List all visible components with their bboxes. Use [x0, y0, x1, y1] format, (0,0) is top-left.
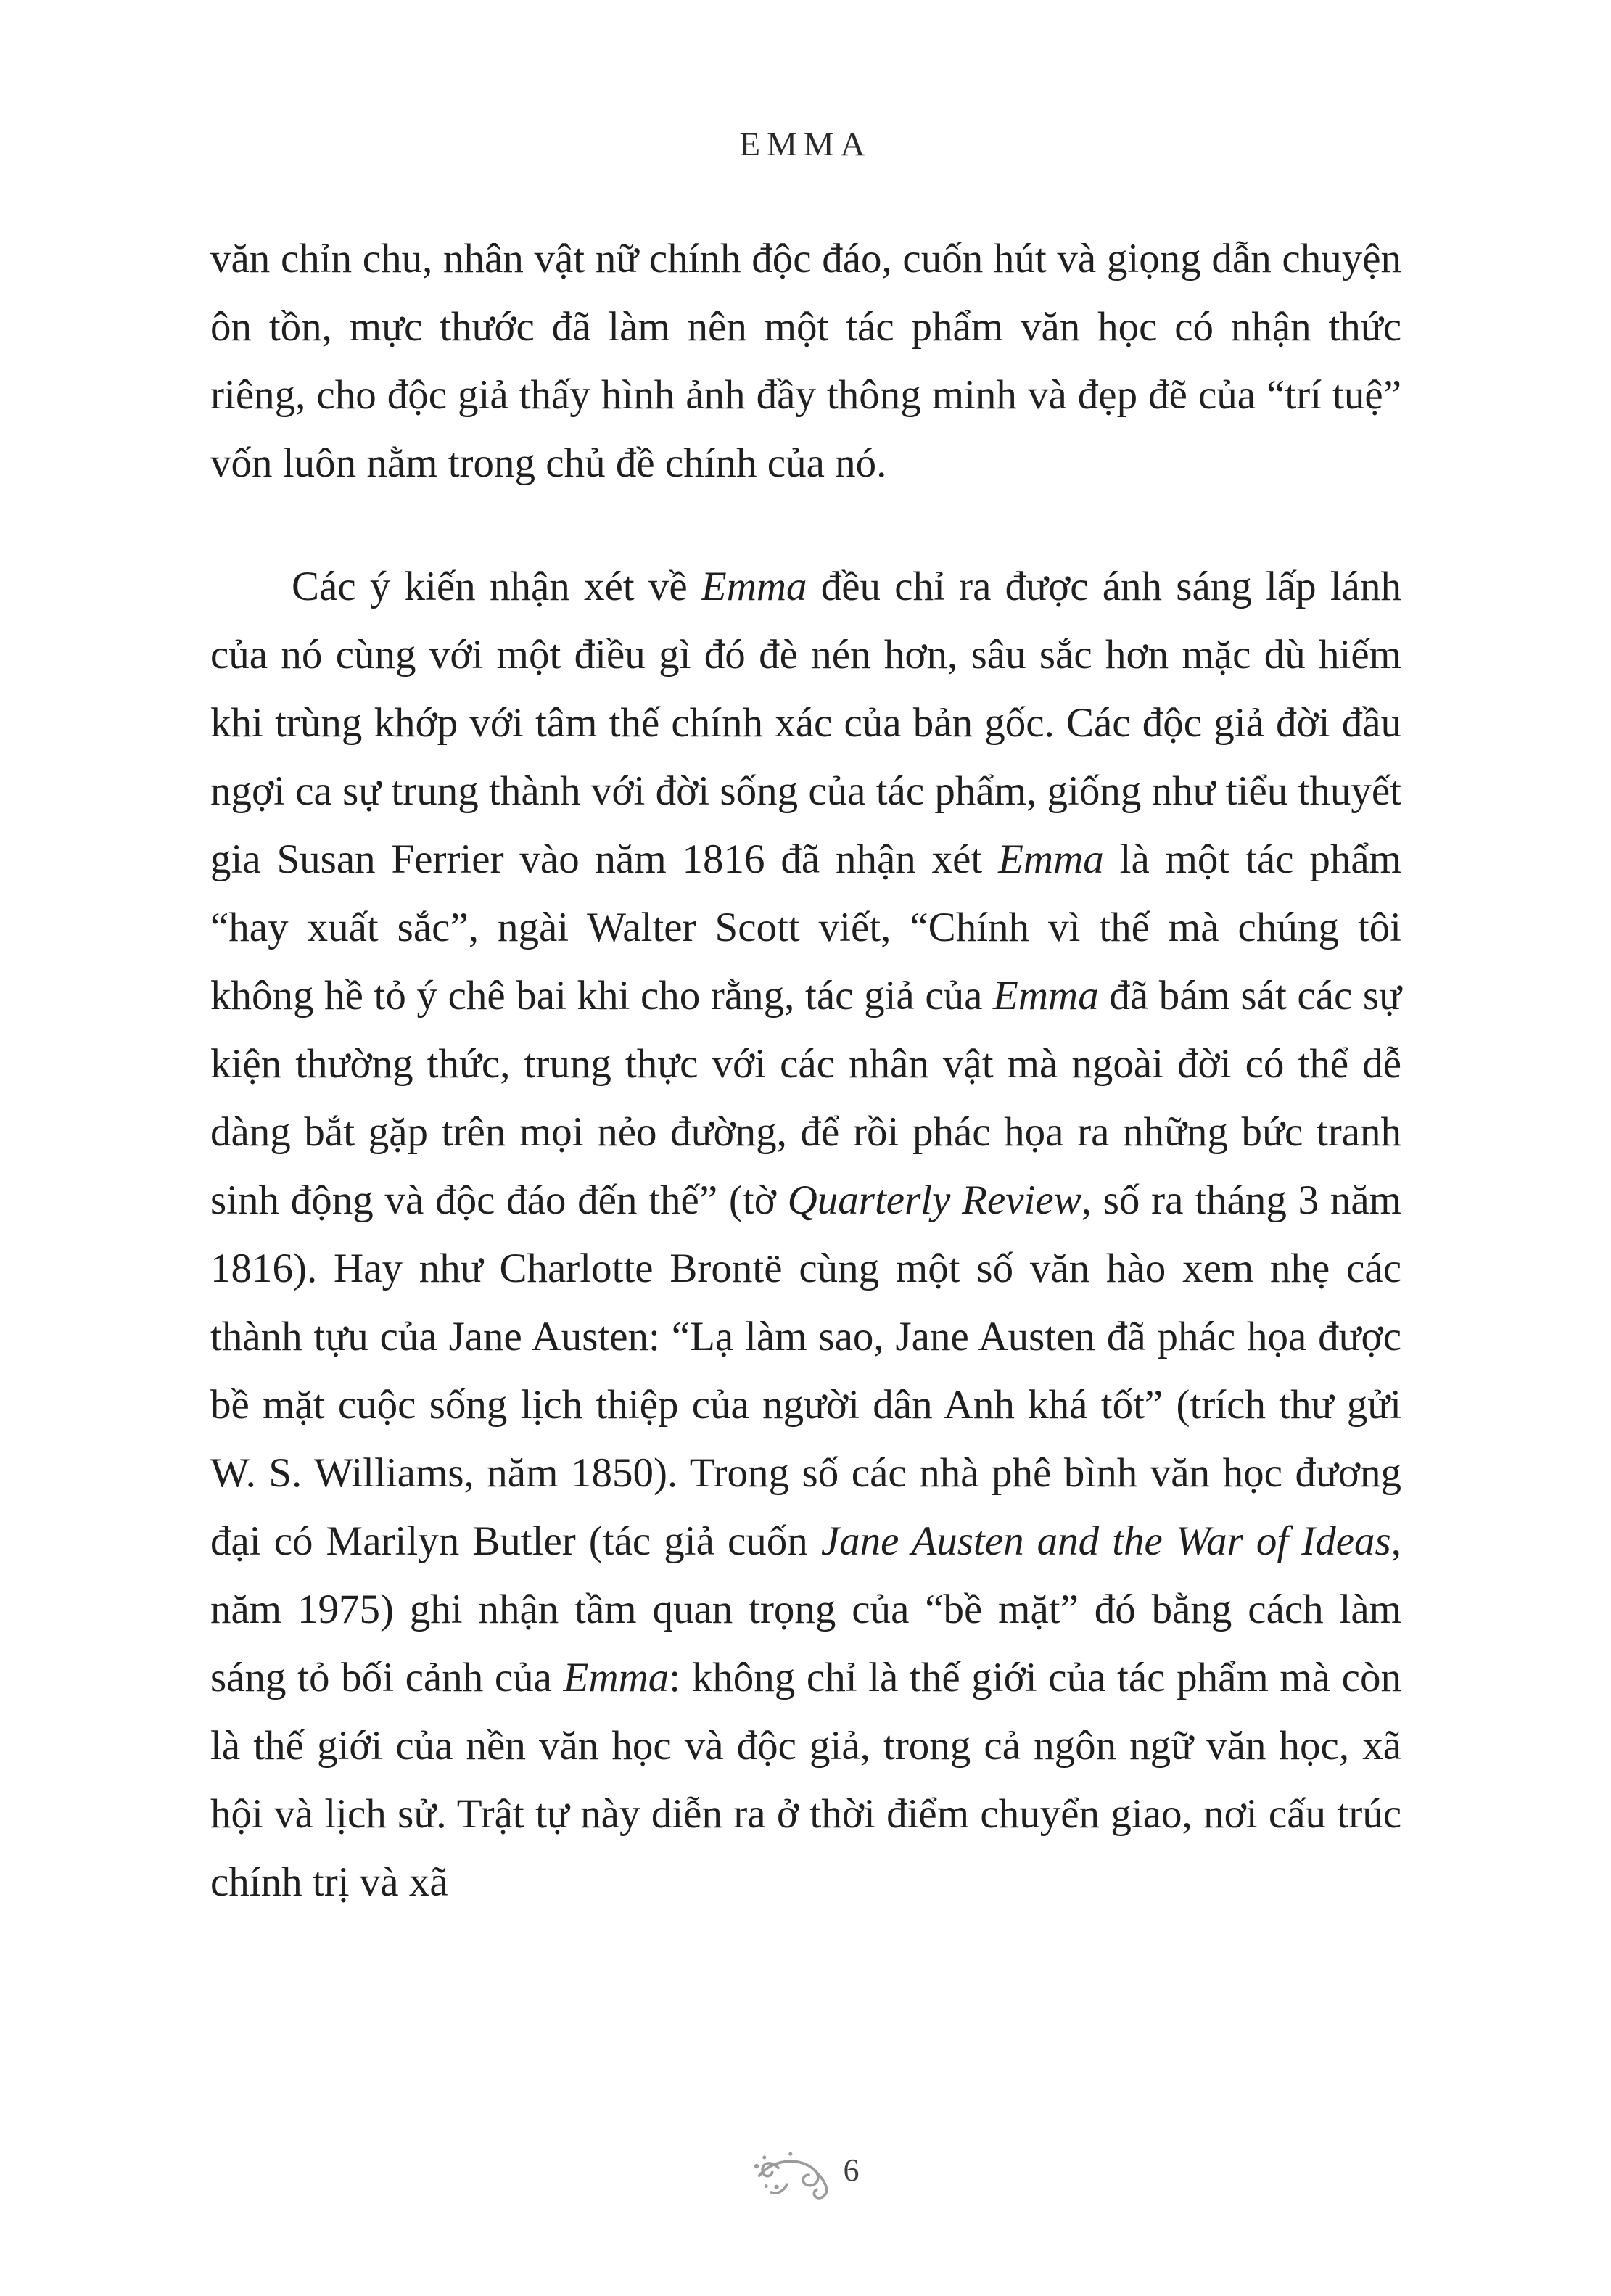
running-header-title: EMMA — [739, 126, 872, 163]
paragraph: Các ý kiến nhận xét về Emma đều chỉ ra được ánh sáng lấp lánh của nó cùng với một điều gì đó đè nén hơn, sâu sắc hơn mặc dù hiếm khi trùng khớp với tâm thế chính xác của bản gốc. Các độc giả đời đầu ngợi ca sự trung thành với đời sống của tác phẩm, giống như tiểu thuyết gia Susan Ferrier vào năm 1816 đã nhận xét Emma là một tác phẩm “hay xuất sắc”, ngài Walter Scott viết, “Chính vì thế mà chúng tôi không hề tỏ ý chê bai khi cho rằng, tác giả của Emma đã bám sát các sự kiện thường thức, trung thực với các nhân vật mà ngoài đời có thể dễ dàng bắt gặp trên mọi nẻo đường, để rồi phác họa ra những bức tranh sinh động và độc đáo đến thế” (tờ Quarterly Review, số ra tháng 3 năm 1816). Hay như Charlotte Brontë cùng một số văn hào xem nhẹ các thành tựu của Jane Austen: “Lạ làm sao, Jane Austen đã phác họa được bề mặt cuộc sống lịch thiệp của người dân Anh khá tốt” (trích thư gửi W. S. Williams, năm 1850). Trong số các nhà phê bình văn học đương đại có Marilyn Butler (tác giả cuốn Jane Austen and the War of Ideas, năm 1975) ghi nhận tầm quan trọng của “bề mặt” đó bằng cách làm sáng tỏ bối cảnh của Emma: không chỉ là thế giới của tác phẩm mà còn là thế giới của nền văn học và độc giả, trong cả ngôn ngữ văn học, xã hội và lịch sử. Trật tự này diễn ra ở thời điểm chuyển giao, nơi cấu trúc chính trị và xã — [210, 564, 1401, 1905]
body-text — [210, 225, 1401, 1917]
floral-flourish-icon — [752, 2147, 839, 2202]
page-footer — [0, 2137, 1611, 2202]
paragraph: văn chỉn chu, nhân vật nữ chính độc đáo, cuốn hút và giọng dẫn chuyện ôn tồn, mực thước đã làm nên một tác phẩm văn học có nhận thức riêng, cho độc giả thấy hình ảnh đầy thông minh và đẹp đẽ của “trí tuệ” vốn luôn nằm trong chủ đề chính của nó. — [210, 236, 1401, 486]
page-number: 6 — [843, 2152, 860, 2188]
